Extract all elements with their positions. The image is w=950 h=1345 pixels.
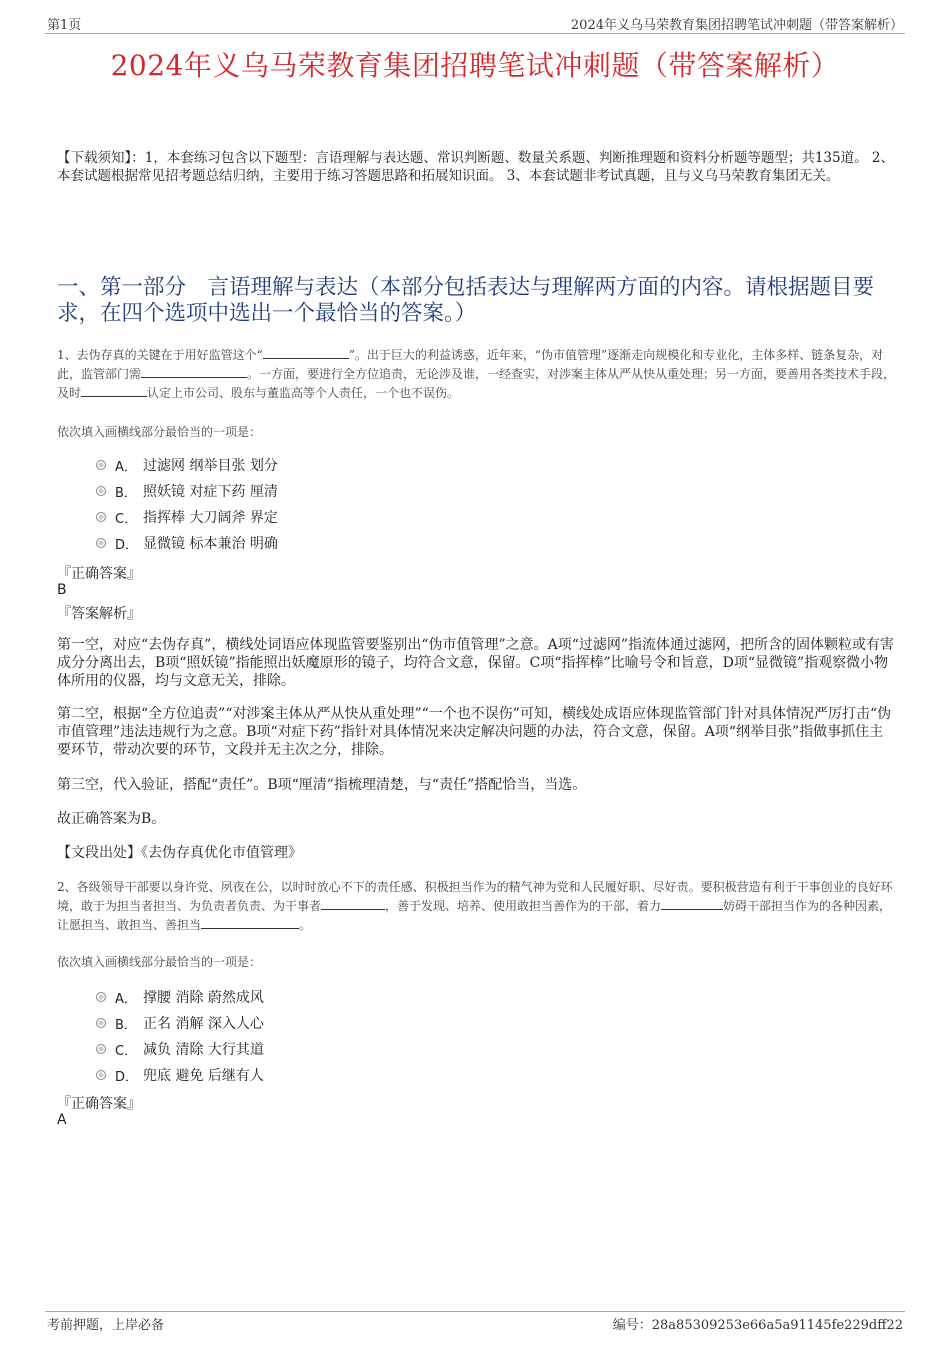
radio-icon[interactable] bbox=[96, 512, 106, 522]
question-1-options bbox=[96, 452, 596, 556]
option-a[interactable]: A． 撑腰 消除 蔚然成风 bbox=[96, 984, 596, 1010]
blank-2[interactable] bbox=[661, 897, 723, 910]
header-doc-title: 2024年义乌马荣教育集团招聘笔试冲刺题（带答案解析） bbox=[570, 18, 903, 33]
radio-icon[interactable] bbox=[96, 486, 106, 496]
question-1-prompt: 依次填入画横线部分最恰当的一项是： bbox=[57, 425, 262, 439]
header-divider bbox=[45, 33, 905, 34]
question-2-options bbox=[96, 984, 596, 1088]
download-notice: 【下载须知】：1，本套练习包含以下题型：言语理解与表达题、常识判断题、数量关系题、判断推理题和资料分析题等题型；共135道。 2、本套试题根据常见招考题总结归纳，主要用于练习答题思路和拓展知识面。 3、本套试题非考试真题，且与义乌马荣教育集团无关。 bbox=[57, 150, 894, 184]
answer-label: 『正确答案』 bbox=[57, 1096, 141, 1112]
analysis-conclusion: 故正确答案为B。 bbox=[57, 811, 166, 827]
option-b[interactable]: B． 正名 消解 深入人心 bbox=[96, 1010, 596, 1036]
radio-icon[interactable] bbox=[96, 1044, 106, 1054]
question-1-stem: 1、去伪存真的关键在于用好监管这个“ ”。出于巨大的利益诱惑，近年来，“伪市值管理”逐渐走向规模化和专业化，主体多样、链条复杂，对此，监管部门需 。一方面，要进行全方位追责，无论涉及谁，一经查实，对涉案主体从严从快从重处理；另一方面，要善用各类技术手段，及时 认定上市公司、股东与董监高等个人责任，一个也不误伤。 bbox=[57, 348, 896, 400]
option-c[interactable]: C． 指挥棒 大刀阔斧 界定 bbox=[96, 504, 596, 530]
option-c[interactable]: C． 减负 清除 大行其道 bbox=[96, 1036, 596, 1062]
blank-1[interactable] bbox=[321, 897, 385, 910]
analysis-paragraph: 第二空，根据“全方位追责”“对涉案主体从严从快从重处理”“一个也不误伤”可知，横线处成语应体现监管部门针对具体情况严厉打击“伪市值管理”违法违规行为之意。B项“对症下药”指针对具体情况来决定解决问题的办法，符合文意，保留。A项“纲举目张”指做事抓住主要环节，带动次要的环节，文段并无主次之分，排除。 bbox=[57, 706, 892, 758]
radio-icon[interactable] bbox=[96, 1070, 106, 1080]
option-b[interactable]: B． 照妖镜 对症下药 厘清 bbox=[96, 478, 596, 504]
analysis-label: 『答案解析』 bbox=[57, 606, 141, 622]
footer-divider bbox=[45, 1311, 905, 1312]
source-citation: 【文段出处】《去伪存真优化市值管理》 bbox=[57, 845, 302, 861]
radio-icon[interactable] bbox=[96, 992, 106, 1002]
question-2-prompt: 依次填入画横线部分最恰当的一项是： bbox=[57, 955, 262, 969]
option-a[interactable]: A． 过滤网 纲举目张 划分 bbox=[96, 452, 596, 478]
blank-2[interactable] bbox=[141, 365, 247, 378]
page-title: 2024年义乌马荣教育集团招聘笔试冲刺题（带答案解析） bbox=[110, 49, 840, 82]
blank-3[interactable] bbox=[81, 384, 147, 397]
page-number: 第1页 bbox=[47, 18, 82, 33]
footer-code: 编号：28a85309253e66a5a91145fe229dff22 bbox=[612, 1318, 903, 1333]
answer-value: A bbox=[57, 1112, 67, 1128]
footer-slogan: 考前押题，上岸必备 bbox=[47, 1318, 165, 1333]
option-d[interactable]: D． 兜底 避免 后继有人 bbox=[96, 1062, 596, 1088]
blank-1[interactable] bbox=[263, 346, 349, 359]
radio-icon[interactable] bbox=[96, 460, 106, 470]
radio-icon[interactable] bbox=[96, 538, 106, 548]
question-2-stem: 2、各级领导干部要以身许党、夙夜在公，以时时放心不下的责任感、积极担当作为的精气神为党和人民履好职、尽好责。要积极营造有利于干事创业的良好环境，敢于为担当者担当、为负责者负责、为干事者 ，善于发现、培养、使用敢担当善作为的干部，着力 妨碍干部担当作为的各种因素，让愿担当、敢担当、善担当 。 bbox=[57, 880, 893, 932]
analysis-paragraph: 第三空，代入验证，搭配“责任”。B项“厘清”指梳理清楚，与“责任”搭配恰当，当选。 bbox=[57, 777, 587, 793]
option-d[interactable]: D． 显微镜 标本兼治 明确 bbox=[96, 530, 596, 556]
section-heading: 一、第一部分 言语理解与表达（本部分包括表达与理解两方面的内容。请根据题目要求，在四个选项中选出一个最恰当的答案。） bbox=[57, 275, 875, 326]
radio-icon[interactable] bbox=[96, 1018, 106, 1028]
answer-value: B bbox=[57, 582, 67, 598]
blank-3[interactable] bbox=[201, 916, 299, 929]
analysis-paragraph: 第一空，对应“去伪存真”，横线处词语应体现监管要鉴别出“伪市值管理”之意。A项“过滤网”指流体通过滤网，把所含的固体颗粒或有害成分分离出去，B项“照妖镜”指能照出妖魔原形的镜子，均符合文意，保留。C项“指挥棒”比喻号令和旨意，D项“显微镜”指观察微小物体所用的仪器，均与文意无关，排除。 bbox=[57, 637, 895, 689]
answer-label: 『正确答案』 bbox=[57, 566, 141, 582]
